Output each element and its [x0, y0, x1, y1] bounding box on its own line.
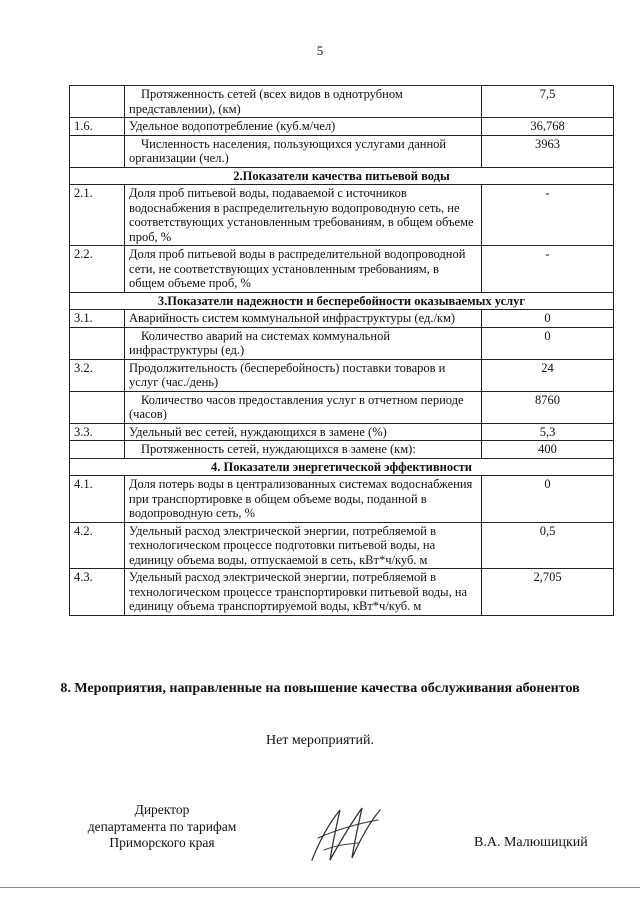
row-number: 4.1. — [70, 476, 125, 523]
row-number: 4.2. — [70, 522, 125, 569]
table-row — [70, 476, 614, 523]
table-row — [70, 391, 614, 423]
indicator-description: Удельный вес сетей, нуждающихся в замене (%) — [125, 423, 482, 441]
indicator-description: Доля проб питьевой воды, подаваемой с источников водоснабжения в распределительную водопроводную сеть, не соответствующих установленным требованиям, в общем объеме проб, % — [125, 185, 482, 246]
indicator-description: Удельный расход электрической энергии, потребляемой в технологическом процессе подготовки питьевой воды, на единицу объема воды, отпускаемой в сеть, кВт*ч/куб. м — [125, 522, 482, 569]
section-title: 2.Показатели качества питьевой воды — [70, 167, 614, 185]
signatory-name: В.А. Малюшицкий — [474, 835, 588, 850]
indicator-description: Количество аварий на системах коммунальной инфраструктуры (ед.) — [125, 327, 482, 359]
table-row — [70, 118, 614, 136]
indicator-value: 0 — [482, 327, 614, 359]
indicator-description: Протяженность сетей (всех видов в однотрубном представлении), (км) — [125, 86, 482, 118]
row-number — [70, 327, 125, 359]
indicator-description: Доля потерь воды в централизованных системах водоснабжения при транспортировке в общем объеме воды, поданной в водопроводную сеть, % — [125, 476, 482, 523]
indicator-value: 3963 — [482, 135, 614, 167]
section-header-row — [70, 292, 614, 310]
page-number: 5 — [316, 43, 324, 58]
indicator-description: Удельное водопотребление (куб.м/чел) — [125, 118, 482, 136]
section-header-row — [70, 458, 614, 476]
row-number: 2.2. — [70, 246, 125, 293]
row-number: 4.3. — [70, 569, 125, 616]
indicator-description: Протяженность сетей, нуждающихся в замене (км): — [125, 441, 482, 459]
indicator-value: 0 — [482, 476, 614, 523]
table-row — [70, 86, 614, 118]
signatory-title — [62, 802, 262, 852]
handwritten-signature — [306, 800, 386, 870]
indicator-description: Численность населения, пользующихся услугами данной организации (чел.) — [125, 135, 482, 167]
indicator-value: 36,768 — [482, 118, 614, 136]
indicator-value: 2,705 — [482, 569, 614, 616]
no-measures-note: Нет мероприятий. — [265, 733, 375, 748]
row-number: 3.3. — [70, 423, 125, 441]
indicator-description: Продолжительность (бесперебойность) поставки товаров и услуг (час./день) — [125, 359, 482, 391]
section-title: 4. Показатели энергетической эффективности — [70, 458, 614, 476]
signatory-title-line-1: Директор — [134, 802, 190, 817]
table-row — [70, 327, 614, 359]
indicator-description: Доля проб питьевой воды в распределительной водопроводной сети, не соответствующих установленным требованиям, в общем объеме проб, % — [125, 246, 482, 293]
signatory-title-line-2: департамента по тарифам — [87, 818, 237, 834]
table-row — [70, 246, 614, 293]
table-row — [70, 310, 614, 328]
table-row — [70, 359, 614, 391]
indicator-value: 7,5 — [482, 86, 614, 118]
indicator-description: Аварийность систем коммунальной инфраструктуры (ед./км) — [125, 310, 482, 328]
row-number — [70, 135, 125, 167]
section-header-row — [70, 167, 614, 185]
row-number — [70, 441, 125, 459]
indicator-value: - — [482, 185, 614, 246]
indicators-table-body — [70, 86, 614, 616]
row-number — [70, 86, 125, 118]
row-number: 3.1. — [70, 310, 125, 328]
row-number: 2.1. — [70, 185, 125, 246]
table-row — [70, 569, 614, 616]
section-8-heading: 8. Мероприятия, направленные на повышение качества обслуживания абонентов — [60, 681, 580, 696]
indicator-value: - — [482, 246, 614, 293]
indicator-description: Удельный расход электрической энергии, потребляемой в технологическом процессе транспортировки питьевой воды, на единицу объема транспортируемой воды, кВт*ч/куб. м — [125, 569, 482, 616]
indicator-value: 24 — [482, 359, 614, 391]
table-row — [70, 185, 614, 246]
signatory-title-line-3: Приморского края — [109, 835, 215, 850]
indicators-table — [69, 85, 614, 616]
table-row — [70, 135, 614, 167]
indicator-value: 0,5 — [482, 522, 614, 569]
indicator-description: Количество часов предоставления услуг в отчетном периоде (часов) — [125, 391, 482, 423]
page-bottom-border — [0, 887, 640, 888]
row-number — [70, 391, 125, 423]
indicator-value: 400 — [482, 441, 614, 459]
indicator-value: 8760 — [482, 391, 614, 423]
row-number: 3.2. — [70, 359, 125, 391]
section-title: 3.Показатели надежности и бесперебойности оказываемых услуг — [70, 292, 614, 310]
row-number: 1.6. — [70, 118, 125, 136]
indicator-value: 5,3 — [482, 423, 614, 441]
table-row — [70, 423, 614, 441]
indicator-value: 0 — [482, 310, 614, 328]
table-row — [70, 441, 614, 459]
table-row — [70, 522, 614, 569]
